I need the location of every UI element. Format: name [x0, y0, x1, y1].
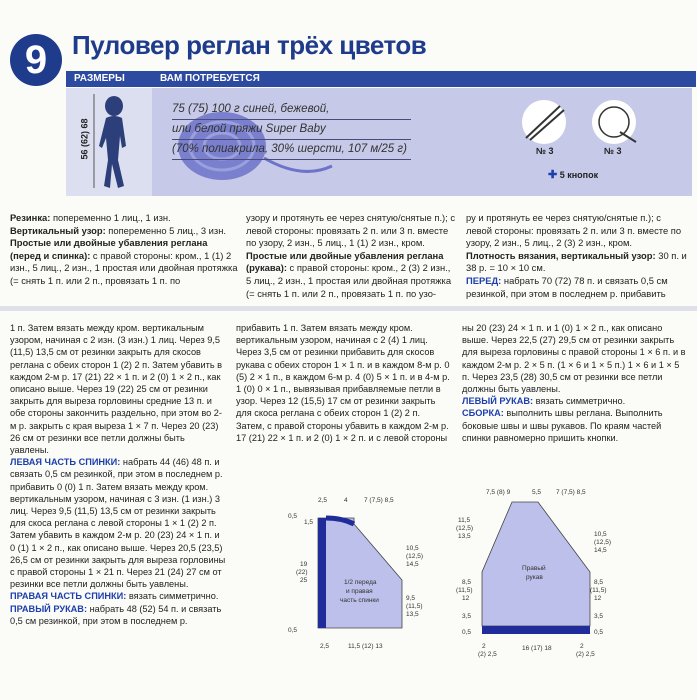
materials-text	[172, 100, 411, 160]
rib-text: попеременно 1 лиц., 1 изн.	[50, 212, 171, 223]
diagram1-right-3: 14,5	[406, 561, 419, 568]
diagram2-right-6: 12	[594, 595, 602, 602]
materials-line-3: (70% полиакрила, 30% шерсти, 107 м/25 г)	[172, 140, 411, 160]
diagram2-right-5: (11,5)	[590, 587, 607, 594]
front-label: ПЕРЕД:	[466, 274, 502, 286]
right-back-text: вязать симметрично.	[126, 591, 219, 602]
materials-header: ВАМ ПОТРЕБУЕТСЯ	[152, 71, 696, 87]
diagram1-bottom-2: 11,5 (12) 13	[348, 643, 383, 650]
diagram2-bottom-5: (2) 2,5	[576, 651, 595, 658]
diagram1-left-3: 19	[300, 561, 308, 568]
left-sleeve-text: вязать симметрично.	[533, 396, 626, 407]
bottom-column-2	[236, 322, 450, 444]
assembly-text: выполнить швы реглана. Выполнить боковые швы и швы рукавов. По краям частей спинки равномерно пришить кнопки.	[462, 408, 663, 443]
diagram2-bottom-1: 2	[482, 643, 486, 650]
diagram1-left-2: 1,5	[304, 519, 314, 526]
diagram2-label-1: Правый	[522, 565, 546, 572]
right-sleeve-text: набрать 48 (52) 54 п. и связать 0,5 см резинкой, при этом в последнем р.	[10, 603, 222, 626]
diagram1-left-1: 0,5	[288, 513, 298, 520]
top-column-3	[466, 212, 688, 300]
materials-line-2: или белой пряжи Super Baby	[172, 120, 411, 140]
bottom-column-1	[10, 322, 226, 627]
diagram2-top-2: 5,5	[532, 489, 542, 496]
diagram2-right-2: (12,5)	[594, 539, 611, 546]
page-title: Пуловер реглан трёх цветов	[72, 30, 427, 60]
left-sleeve-label: ЛЕВЫЙ РУКАВ:	[462, 396, 534, 407]
buttons-count	[548, 168, 598, 181]
diagram1-right-1: 10,5	[406, 545, 419, 552]
sizes-value: 56 (62) 68	[79, 118, 90, 160]
gauge-label: Плотность вязания, вертикальный узор:	[466, 249, 656, 261]
diagram2-left-3: 13,5	[458, 533, 471, 540]
top-col3-text: ру и протянуть ее через снятую/снятые п.); с левой стороны: провязать 2 п. или 3 п. вместе по узору, 2 изн., 5 лиц., 2 (3) 2 изн., кром.	[466, 212, 682, 249]
straight-needles-icon	[514, 94, 574, 154]
plus-icon: ✚	[548, 169, 558, 181]
diagram1-top-2: 4	[344, 497, 348, 504]
left-back-text: набрать 44 (46) 48 п. и связать 0,5 см резинкой, при этом в последнем р. прибавить 0 (0) 1 п. Затем вязать между кром. вертикальным узором, начиная с 3 изн. (1 изн.) 3 лиц. Через 9,5 (11,5) 13,5 см от резинки закрыть для скоса реглана с левой стороны 1 × 1 (2) 2 п. Затем убавить в каждом 2-м р. 20 (23) 24 × 1 п. и 0 (1) 1 × 2 п., как описано выше. Через 20,5 (23,5) 26,5 см от резинки закрыть для выреза горловины с правой стороны 1 × 21 п. Через 21 (24) 27 см от резинки все петли должны быть уавлены.	[10, 457, 226, 590]
diagram2-right-3: 14,5	[594, 547, 607, 554]
circular-needles-icon	[584, 94, 644, 154]
diagram1-right-2: (12,5)	[406, 553, 423, 560]
front-text: набрать 70 (72) 78 п. и связать 0,5 см резинкой, при этом в последнем р. прибавить	[466, 274, 668, 299]
gauge-text: 30 п. и 38 р. = 10 × 10 см.	[466, 249, 687, 274]
right-sleeve-label: ПРАВЫЙ РУКАВ:	[10, 603, 88, 614]
sizes-panel	[66, 88, 152, 196]
top-col2-text: узору и протянуть ее через снятую/снятые п.); с левой стороны: провязать 2 п. или 3 п. вместе по узору, 2 изн., 5 лиц., 1 (1) 2 изн., кром.	[246, 212, 456, 249]
diagram1-left-4: (22)	[296, 569, 308, 576]
diagram2-label-2: рукав	[526, 574, 543, 581]
materials-line-1: 75 (75) 100 г синей, бежевой,	[172, 100, 411, 120]
sizes-header: РАЗМЕРЫ	[66, 71, 152, 87]
diagram2-bottom-2: (2) 2,5	[478, 651, 497, 658]
diagram2-left-8: 0,5	[462, 629, 472, 636]
diagram1-label-1: 1/2 переда	[344, 579, 377, 586]
bottom-column-3	[462, 322, 688, 444]
diagram2-bottom-4: 2	[580, 643, 584, 650]
raglan-dec-body-text: с правой стороны: кром., 1 (1) 2 изн., 5 лиц., 2 изн., 1 простая или двойная протяжка (= снять 1 п. или 2 п., провязать 1 п. по	[10, 249, 238, 286]
diagram1-top-1: 2,5	[318, 497, 328, 504]
vertical-pattern-label: Вертикальный узор:	[10, 224, 106, 236]
left-back-label: ЛЕВАЯ ЧАСТЬ СПИНКИ:	[10, 457, 121, 468]
diagram2-right-7: 3,5	[594, 613, 604, 620]
needles-straight-size: № 3	[536, 146, 554, 156]
needles-circular-size: № 3	[604, 146, 622, 156]
diagram2-right-4: 8,5	[594, 579, 604, 586]
bottom-col2-text: прибавить 1 п. Затем вязать между кром. вертикальным узором, начиная с 2 (4) 1 лиц. Через 3,5 см от резинки прибавить для скосов рукава с обеих сторон 1 × 1 п. и в каждом 8-м р. 0 (5) 2 × 1 п., в каждом 6-м р. 4 (0) 5 × 1 п. и в 4-м р. 1 (0) 0 × 1 п., вывязывая прибавляемые петли в узор. Через 12 (15,5) 17 см от резинки закрыть для скоса реглана с обеих сторон 1 (2) 2 п. Затем, с правой стороны убавить в каждом 2-м р. 17 (21) 22 × 1 п. и 2 (0) 1 × 2 п. и с левой стороны	[236, 323, 450, 443]
raglan-dec-body-label: Простые или двойные убавления реглана (перед и спинка):	[10, 237, 208, 261]
diagram2-bottom-3: 16 (17) 18	[522, 645, 552, 652]
diagram2-top-3: 7 (7,5) 8,5	[556, 489, 586, 496]
right-back-label: ПРАВАЯ ЧАСТЬ СПИНКИ:	[10, 591, 127, 602]
pattern-number-badge: 9	[10, 34, 62, 86]
rib-label: Резинка:	[10, 212, 51, 223]
raglan-dec-sleeve-label: Простые или двойные убавления реглана (рукава):	[246, 249, 444, 274]
vertical-pattern-text: попеременно 5 лиц., 3 изн.	[105, 224, 226, 236]
sleeve-schematic	[452, 476, 612, 676]
diagram1-label-2: и правая	[346, 588, 373, 595]
diagram2-left-5: (11,5)	[456, 587, 473, 594]
diagram1-left-6: 0,5	[288, 627, 298, 634]
buttons-label: 5 кнопок	[559, 170, 599, 180]
top-column-2	[246, 212, 458, 300]
diagram2-left-2: (12,5)	[456, 525, 473, 532]
raglan-dec-sleeve-text: с правой стороны: кром., 2 (3) 2 изн., 5 лиц., 2 изн., 1 простая или двойная протяжка (= снять 1 п. или 2 п., провязать 1 п. по узо-	[246, 262, 452, 299]
front-back-schematic	[282, 492, 444, 692]
assembly-label: СБОРКА:	[462, 408, 504, 419]
diagram1-right-4: 9,5	[406, 595, 416, 602]
diagram2-right-1: 10,5	[594, 531, 607, 538]
diagram2-left-1: 11,5	[458, 517, 471, 524]
diagram2-left-6: 12	[462, 595, 470, 602]
diagram1-right-6: 13,5	[406, 611, 419, 618]
baby-silhouette-icon	[66, 88, 152, 196]
section-divider	[0, 306, 697, 311]
top-column-1	[10, 212, 240, 288]
diagram2-top-1: 7,5 (8) 9	[486, 489, 511, 496]
diagram1-bottom-1: 2,5	[320, 643, 330, 650]
bottom-col3-text: ны 20 (23) 24 × 1 п. и 1 (0) 1 × 2 п., как описано выше. Через 22,5 (27) 29,5 см от резинки закрыть для выреза горловины с правой стороны 1 × 6 п. и в каждом 2-м р. 2 × 5 п. (1 × 6 и 1 × 5 п.) 1 × 6 и 1 × 5 п. Через 23,5 (28) 30,5 см от резинки все петли должны быть уавлены.	[462, 323, 686, 395]
diagram1-left-5: 25	[300, 577, 308, 584]
diagram2-right-8: 0,5	[594, 629, 604, 636]
bottom-col1-text: 1 п. Затем вязать между кром. вертикальным узором, начиная с 2 изн. (3 изн.) 1 лиц. Через 9,5 (11,5) 13,5 см от резинки закрыть для скосов реглана с обеих сторон 1 (2) 2 п. Затем убавить в каждом 2-м р. 17 (21) 22 × 1 п. и 2 (0) 1 × 2 п., как описано выше. Через 19 (22) 25 см от резинки закрыть для выреза горловины средние 13 п. и обе стороны закончить раздельно, при этом во 2-м р. закрыть с края выреза 1 × 7 п. Через 20 (23) 26 см от резинки все петли должны быть уавлены.	[10, 323, 223, 456]
diagram1-right-5: (11,5)	[406, 603, 423, 610]
diagram1-top-3: 7 (7,5) 8,5	[364, 497, 394, 504]
diagram1-label-3: часть спинки	[340, 597, 379, 604]
diagram2-left-7: 3,5	[462, 613, 472, 620]
diagram2-left-4: 8,5	[462, 579, 472, 586]
